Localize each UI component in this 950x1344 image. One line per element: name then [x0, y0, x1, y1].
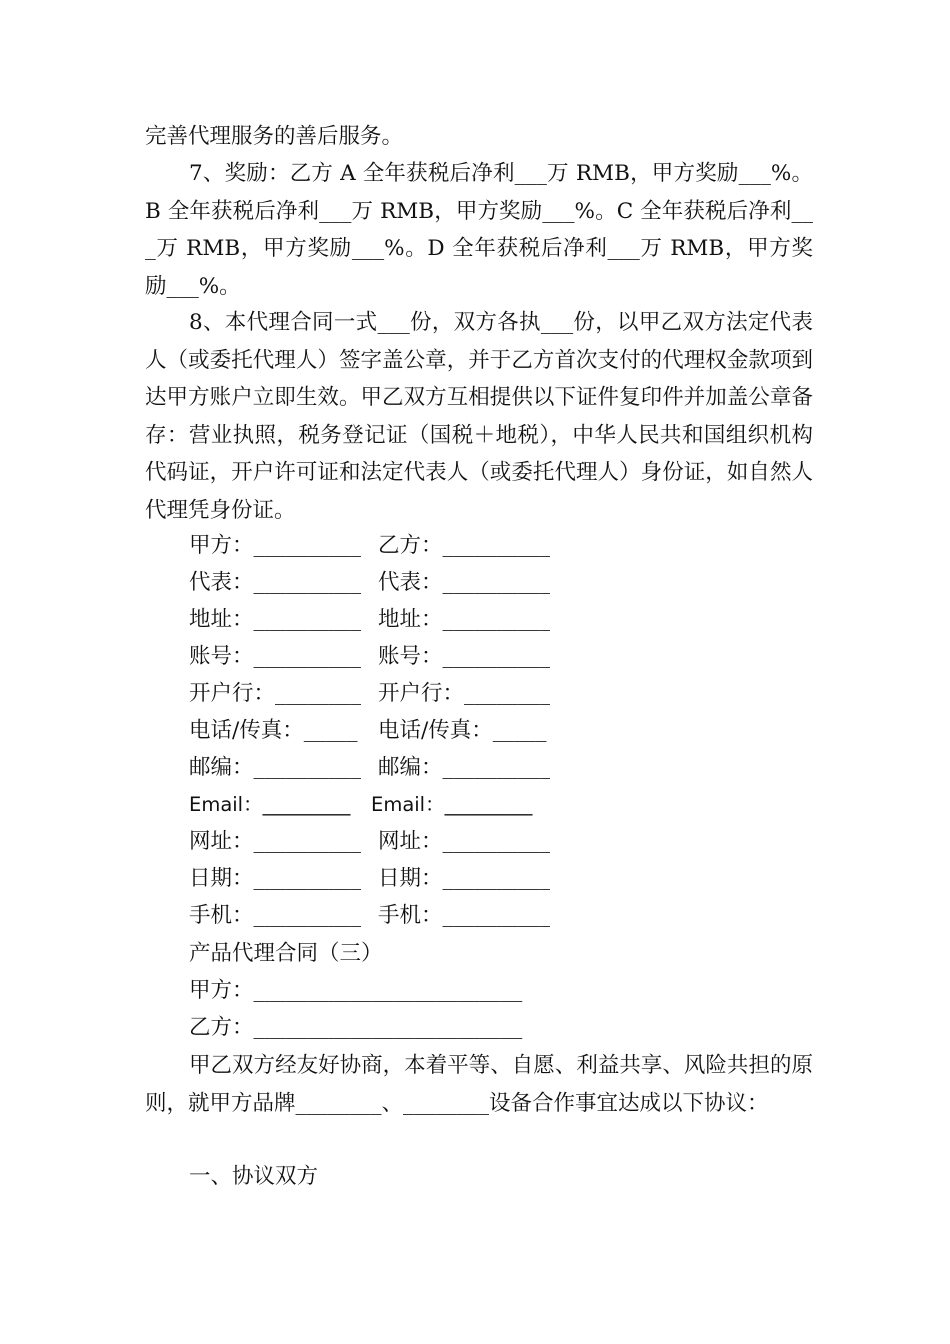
mobile-b-field: 手机：__________ — [378, 903, 551, 928]
postcode-a-field: 邮编：__________ — [189, 755, 362, 780]
contract-3-title: 产品代理合同（三） — [189, 941, 383, 966]
postcode-b-field: 邮编：__________ — [378, 755, 551, 780]
mobile-a-field: 手机：__________ — [189, 903, 362, 928]
contract-3-intro: 甲乙双方经友好协商，本着平等、自愿、利益共享、风险共担的原则，就甲方品牌________、________设备合作事宜达成以下协议： — [145, 1053, 813, 1116]
representative-b-field: 代表：__________ — [378, 570, 551, 595]
contract-3-party-b: 乙方：_________________________ — [189, 1015, 523, 1040]
representative-a-field: 代表：__________ — [189, 570, 362, 595]
paragraph-7-reward: 7、奖励：乙方 A 全年获税后净利___万 RMB，甲方奖励___%。B 全年获税后净利___万 RMB，甲方奖励___%。C 全年获税后净利___万 RMB，甲方奖励___%。D 全年获税后净利___万 RMB，甲方奖励___%。 — [145, 161, 813, 299]
email-a-field: Email：_________ — [189, 793, 351, 816]
account-a-field: 账号：__________ — [189, 644, 362, 669]
phone-fax-b-field: 电话/传真：_____ — [378, 718, 547, 743]
paragraph-after-sales: 完善代理服务的善后服务。 — [145, 124, 404, 149]
date-b-field: 日期：__________ — [378, 866, 551, 891]
section-1-heading: 一、协议双方 — [189, 1164, 319, 1189]
email-b-field: Email：_________ — [371, 793, 533, 816]
bank-b-field: 开户行：________ — [378, 681, 551, 706]
bank-a-field: 开户行：________ — [189, 681, 362, 706]
address-b-field: 地址：__________ — [378, 607, 551, 632]
date-a-field: 日期：__________ — [189, 866, 362, 891]
contract-3-party-a: 甲方：_________________________ — [189, 978, 523, 1003]
paragraph-8-copies: 8、本代理合同一式___份，双方各执___份，以甲乙双方法定代表人（或委托代理人）签字盖公章，并于乙方首次支付的代理权金款项到达甲方账户立即生效。甲乙双方互相提供以下证件复印件并加盖公章备存：营业执照，税务登记证（国税＋地税），中华人民共和国组织机构代码证，开户许可证和法定代表人（或委托代理人）身份证，如自然人代理凭身份证。 — [145, 310, 813, 523]
account-b-field: 账号：__________ — [378, 644, 551, 669]
party-a-field: 甲方：__________ — [189, 533, 362, 558]
website-b-field: 网址：__________ — [378, 829, 551, 854]
phone-fax-a-field: 电话/传真：_____ — [189, 718, 358, 743]
website-a-field: 网址：__________ — [189, 829, 362, 854]
party-b-field: 乙方：__________ — [378, 533, 551, 558]
address-a-field: 地址：__________ — [189, 607, 362, 632]
